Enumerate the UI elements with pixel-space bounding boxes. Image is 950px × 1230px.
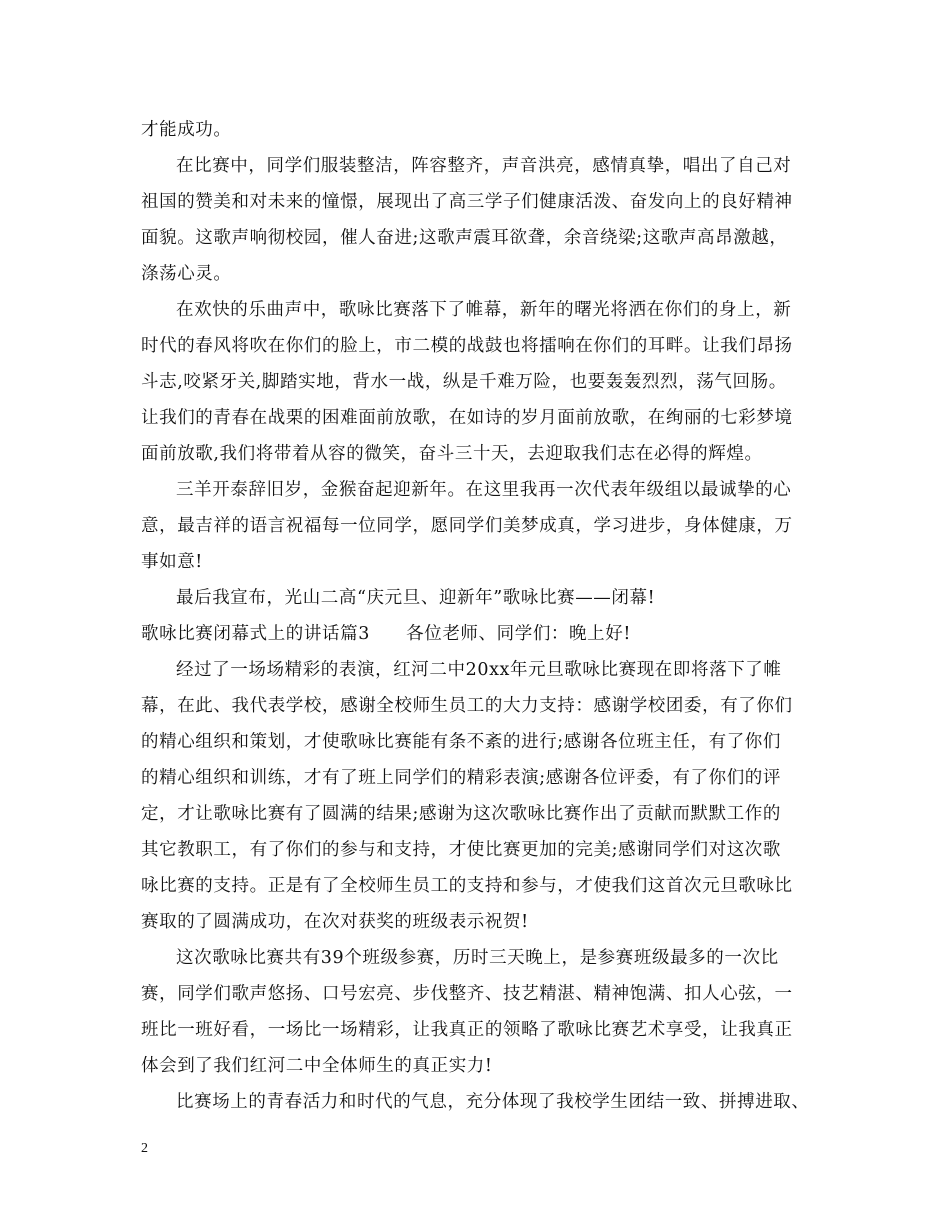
text-line: 的精心组织和策划，才使歌咏比赛能有条不紊的进行;感谢各位班主任，有了你们: [141, 732, 781, 752]
text-line: 其它教职工，有了你们的参与和支持，才使比赛更加的完美;感谢同学们对这次歌: [141, 840, 781, 860]
text-line: 这次歌咏比赛共有39个班级参赛，历时三天晚上，是参赛班级最多的一次比: [176, 948, 779, 968]
text-line: 才能成功。: [141, 120, 232, 140]
text-line: 赛取的了圆满成功，在次对获奖的班级表示祝贺!: [141, 912, 529, 932]
text-line: 经过了一场场精彩的表演，红河二中20xx年元旦歌咏比赛现在即将落下了帷: [176, 660, 782, 680]
text-line: 咏比赛的支持。正是有了全校师生员工的支持和参与，才使我们这首次元旦歌咏比: [141, 876, 793, 896]
text-line: 的精心组织和训练，才有了班上同学们的精彩表演;感谢各位评委，有了你们的评: [141, 768, 781, 788]
page-number: 2: [141, 1141, 148, 1156]
text-line: 斗志,咬紧牙关,脚踏实地，背水一战，纵是千难万险，也要轰轰烈烈，荡气回肠。: [141, 372, 787, 392]
text-line: 面貌。这歌声响彻校园，催人奋进;这歌声震耳欲聋，余音绕梁;这歌声高昂激越，: [141, 228, 788, 248]
section-heading: 歌咏比赛闭幕式上的讲话篇3 各位老师、同学们：晚上好!: [141, 624, 631, 644]
text-line: 让我们的青春在战栗的困难面前放歌，在如诗的岁月面前放歌，在绚丽的七彩梦境: [141, 408, 793, 428]
text-line: 在比赛中，同学们服装整洁，阵容整齐，声音洪亮，感情真挚，唱出了自己对: [176, 156, 792, 176]
text-line: 三羊开泰辞旧岁，金猴奋起迎新年。在这里我再一次代表年级组以最诚挚的心: [176, 480, 792, 500]
text-line: 时代的春风将吹在你们的脸上，市二模的战鼓也将擂响在你们的耳畔。让我们昂扬: [141, 336, 793, 356]
text-line: 祖国的赞美和对未来的憧憬，展现出了高三学子们健康活泼、奋发向上的良好精神: [141, 192, 793, 212]
text-line: 面前放歌,我们将带着从容的微笑，奋斗三十天，去迎取我们志在必得的辉煌。: [141, 444, 763, 464]
text-line: 事如意!: [141, 552, 203, 572]
text-line: 赛，同学们歌声悠扬、口号宏亮、步伐整齐、技艺精湛、精神饱满、扣人心弦，一: [141, 984, 793, 1004]
text-line: 幕，在此、我代表学校，感谢全校师生员工的大力支持：感谢学校团委，有了你们: [141, 696, 793, 716]
text-line: 体会到了我们红河二中全体师生的真正实力!: [141, 1056, 493, 1076]
text-line: 在欢快的乐曲声中，歌咏比赛落下了帷幕，新年的曙光将洒在你们的身上，新: [176, 300, 792, 320]
text-line: 班比一班好看，一场比一场精彩，让我真正的领略了歌咏比赛艺术享受，让我真正: [141, 1020, 793, 1040]
text-line: 涤荡心灵。: [141, 264, 232, 284]
text-line: 比赛场上的青春活力和时代的气息，充分体现了我校学生团结一致、拼搏进取、: [176, 1092, 810, 1112]
text-line: 最后我宣布，光山二高“庆元旦、迎新年”歌咏比赛——闭幕!: [176, 588, 656, 608]
text-line: 意，最吉祥的语言祝福每一位同学，愿同学们美梦成真，学习进步，身体健康，万: [141, 516, 793, 536]
text-line: 定，才让歌咏比赛有了圆满的结果;感谢为这次歌咏比赛作出了贡献而默默工作的: [141, 804, 781, 824]
